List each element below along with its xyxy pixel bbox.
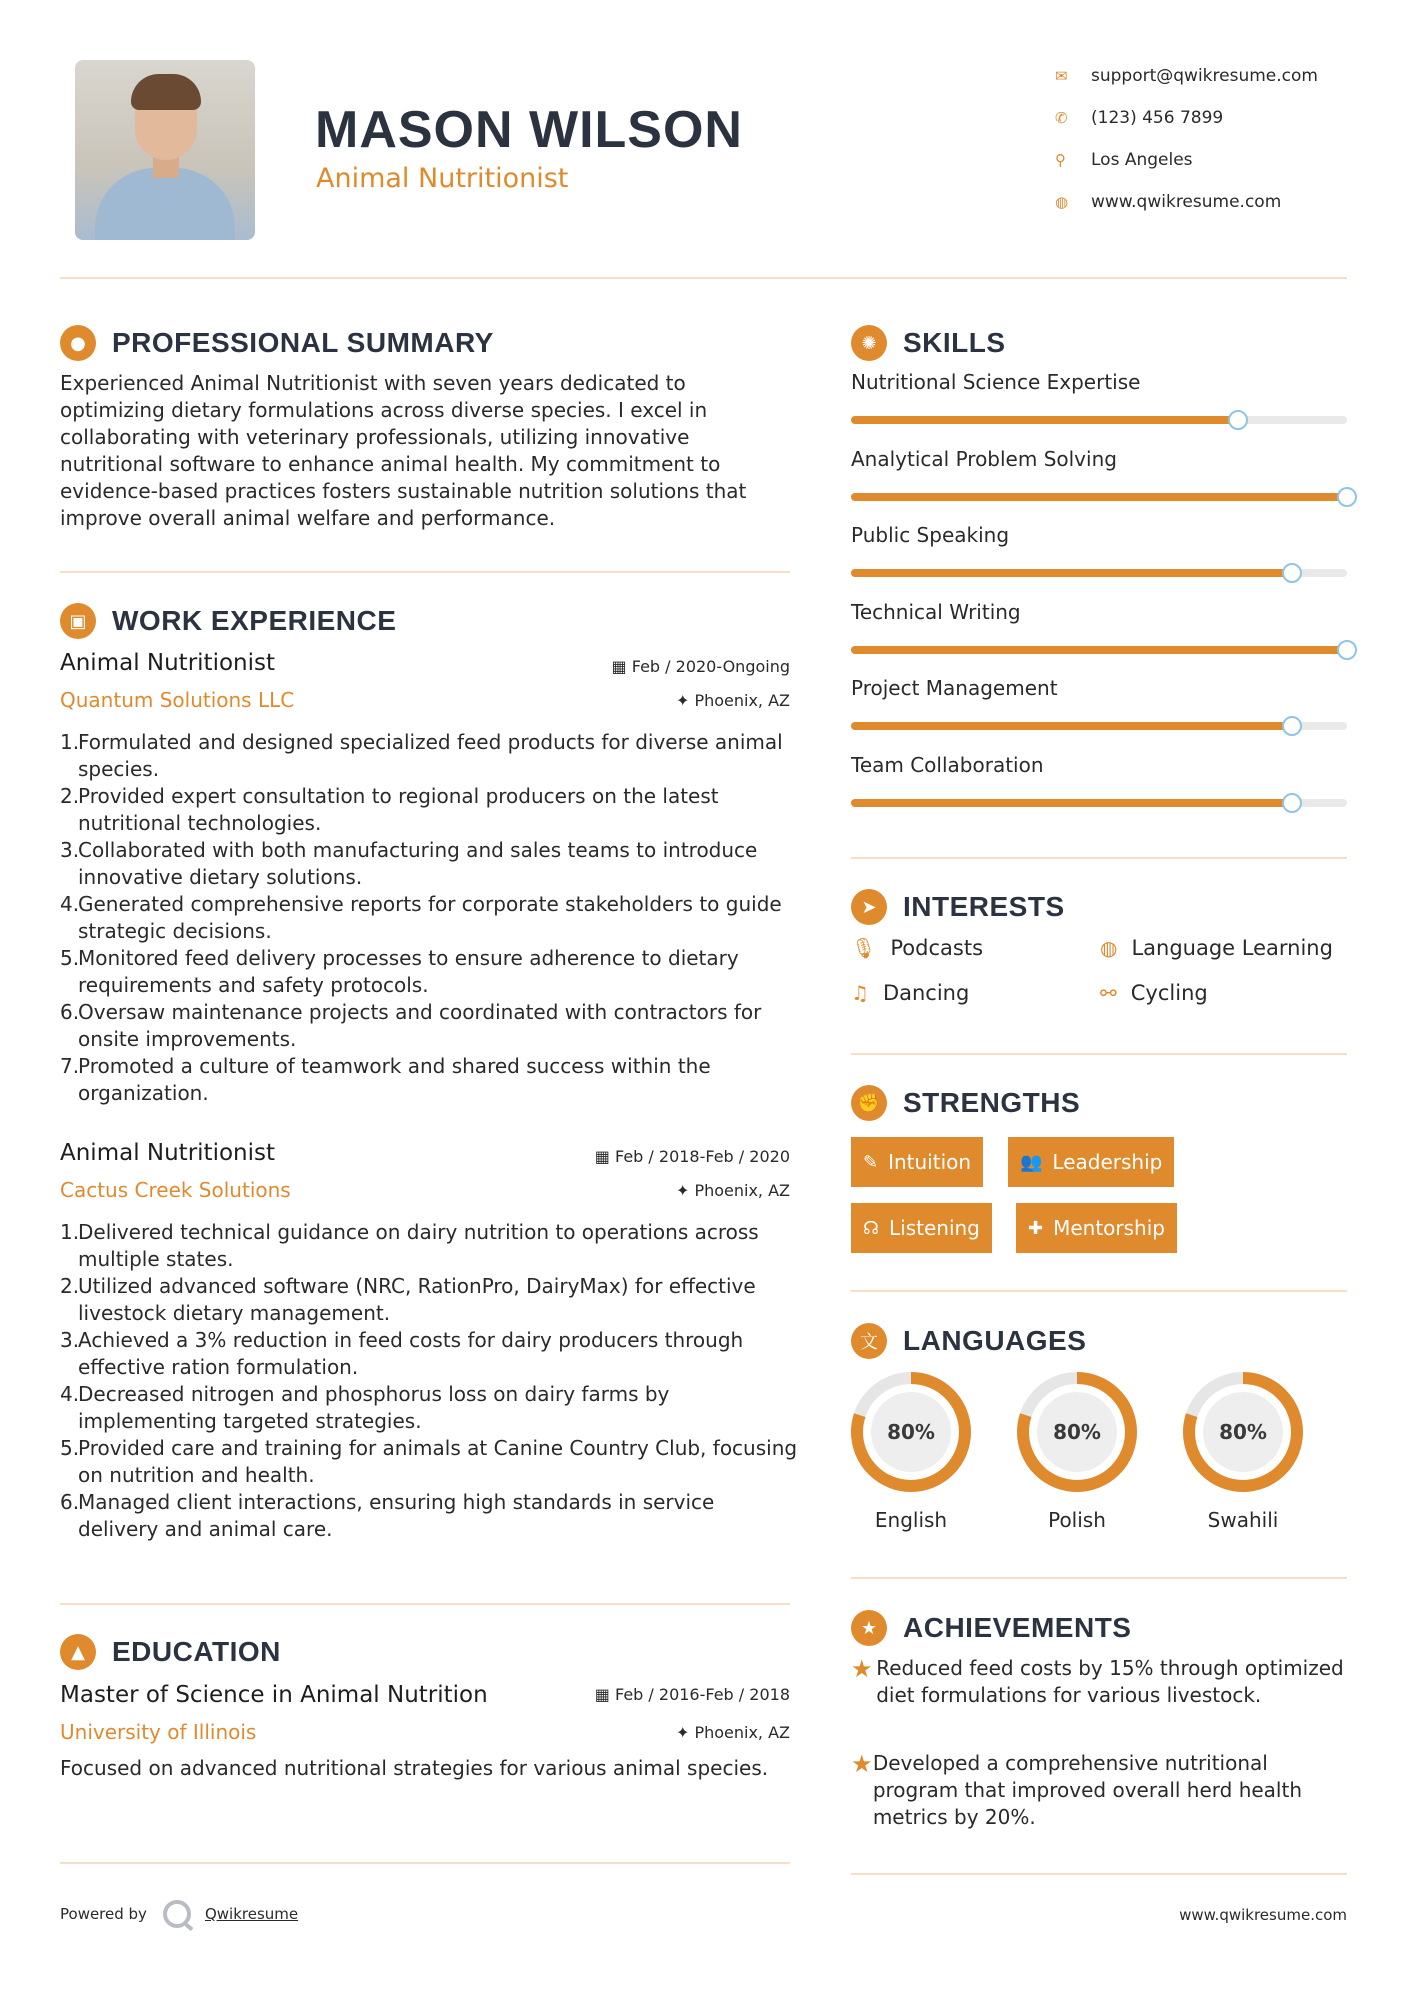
contact-block <box>1055 55 1385 223</box>
language-name: Swahili <box>1207 1508 1279 1532</box>
list-item: 2. Provided expert consultation to regional producers on the latest nutritional technologies. <box>60 784 719 835</box>
education-dates: ▦ Feb / 2016-Feb / 2018 <box>594 1685 790 1704</box>
footer-brand-link[interactable]: Qwikresume <box>204 1905 299 1923</box>
skill-label: Technical Writing <box>851 599 1021 624</box>
star-icon: ★ <box>851 1750 873 1778</box>
experience-header: ▣ WORK EXPERIENCE <box>60 603 396 639</box>
language-item <box>1015 1370 1139 1532</box>
skill-bar <box>851 569 1347 577</box>
strength-badge: ☊ Listening <box>851 1203 992 1253</box>
contact-phone[interactable]: ✆ (123) 456 7899 <box>1055 108 1224 128</box>
skill-label: Project Management <box>851 676 1058 700</box>
job-title: Animal Nutritionist <box>60 1140 275 1166</box>
achievement-item: ★ Developed a comprehensive nutritional program that improved overall herd health metrics by 20%. <box>851 1750 1303 1829</box>
language-item <box>1181 1370 1305 1532</box>
job-location: ✦ Phoenix, AZ <box>675 1181 790 1200</box>
magic-wand-icon: ✎ <box>863 1151 879 1173</box>
skill-bar-knob <box>1337 487 1357 507</box>
summary-divider <box>60 571 790 573</box>
skills-header: ✺ SKILLS <box>851 325 1006 361</box>
interest-item: ♫ Dancing <box>851 981 970 1005</box>
degree-title: Master of Science in Animal Nutrition <box>60 1682 488 1708</box>
strength-badge: ✎ Intuition <box>851 1137 983 1187</box>
strength-badge: ✚ Mentorship <box>1016 1203 1177 1253</box>
phone-icon: ✆ <box>1055 109 1068 127</box>
skill-bar-knob <box>1282 793 1302 813</box>
interests-header: ➤ INTERESTS <box>851 889 1065 925</box>
microphone-icon: 🎙 <box>851 936 877 960</box>
briefcase-icon: ▣ <box>60 603 96 639</box>
school-name: University of Illinois <box>60 1720 257 1744</box>
skill-label: Public Speaking <box>851 523 1010 547</box>
job-company: Quantum Solutions LLC <box>60 688 295 712</box>
skills-divider <box>851 857 1347 859</box>
interest-item: ⚯ Cycling <box>1100 981 1208 1005</box>
education-location: ✦ Phoenix, AZ <box>675 1723 790 1742</box>
list-item: 5. Monitored feed delivery processes to ensure adherence to dietary requirements and safety protocols. <box>60 946 739 997</box>
skill-bar <box>851 646 1347 654</box>
strengths-header: ✊ STRENGTHS <box>851 1085 1080 1121</box>
list-item: 6. Oversaw maintenance projects and coordinated with contractors for onsite improvements. <box>60 1000 762 1051</box>
skill-bar-fill <box>851 646 1347 654</box>
job-duties <box>60 729 790 1107</box>
job-duties <box>60 1219 800 1543</box>
list-item: 2. Utilized advanced software (NRC, RationPro, DairyMax) for effective livestock dietary management. <box>60 1274 756 1325</box>
list-item: 3. Collaborated with both manufacturing and sales teams to introduce innovative dietary solutions. <box>60 838 758 889</box>
skill-label: Nutritional Science Expertise <box>851 370 1141 394</box>
fist-icon: ✊ <box>851 1085 887 1121</box>
calendar-icon: ▦ <box>611 657 632 676</box>
list-item: 5. Provided care and training for animals at Canine Country Club, focusing on nutrition and health. <box>60 1436 798 1487</box>
globe-icon: ◍ <box>1055 193 1069 211</box>
footer-powered-by: Powered by Qwikresume <box>60 1900 298 1928</box>
contact-website[interactable]: ◍ www.qwikresume.com <box>1055 192 1282 212</box>
skill-bar <box>851 799 1347 807</box>
graduation-cap-icon: ▲ <box>60 1634 96 1670</box>
education-header: ▲ EDUCATION <box>60 1634 281 1670</box>
skill-bar-fill <box>851 569 1292 577</box>
interest-item: 🎙 Podcasts <box>851 936 984 960</box>
map-pin-icon: ⚲ <box>1055 151 1066 169</box>
experience-divider <box>60 1603 790 1605</box>
header-divider <box>60 277 1347 279</box>
calendar-icon: ▦ <box>594 1147 615 1166</box>
language-item <box>849 1370 973 1532</box>
user-plus-icon: ✚ <box>1028 1217 1044 1239</box>
job-dates: ▦ Feb / 2018-Feb / 2020 <box>594 1147 790 1166</box>
skill-bar-knob <box>1228 410 1248 430</box>
job-location: ✦ Phoenix, AZ <box>675 691 790 710</box>
globe-icon: ◍ <box>1100 936 1118 960</box>
skill-bar-knob <box>1282 716 1302 736</box>
calendar-icon: ▦ <box>594 1685 615 1704</box>
skill-bar <box>851 722 1347 730</box>
footer-website-link[interactable]: www.qwikresume.com <box>1179 1906 1347 1924</box>
languages-header: 文 LANGUAGES <box>851 1323 1086 1359</box>
qwikresume-logo-icon <box>163 1900 191 1928</box>
language-name: Polish <box>1048 1508 1106 1532</box>
music-note-icon: ♫ <box>851 981 869 1005</box>
candidate-title: Animal Nutritionist <box>316 163 569 194</box>
achievement-item: ★ Reduced feed costs by 15% through optimized diet formulations for various livestock. <box>851 1655 1344 1707</box>
language-percent: 80% <box>887 1420 935 1444</box>
pin-icon: ✦ <box>675 691 695 710</box>
profile-photo <box>75 60 255 240</box>
contact-email[interactable]: ✉ support@qwikresume.com <box>1055 66 1318 86</box>
languages-divider <box>851 1577 1347 1579</box>
strengths-divider <box>851 1290 1347 1292</box>
skill-label: Team Collaboration <box>851 752 1044 777</box>
interest-item: ◍ Language Learning <box>1100 936 1333 960</box>
language-icon: 文 <box>851 1323 887 1359</box>
skill-bar-knob <box>1282 563 1302 583</box>
star-icon: ★ <box>851 1655 873 1683</box>
list-item: 4. Generated comprehensive reports for corporate stakeholders to guide strategic decisions. <box>60 892 782 943</box>
list-item: 6. Managed client interactions, ensuring high standards in service delivery and animal care. <box>60 1490 715 1541</box>
language-percent: 80% <box>1053 1420 1101 1444</box>
summary-text: Experienced Animal Nutritionist with seven years dedicated to optimizing dietary formulations across diverse species. I excel in collaborating with veterinary professionals, utilizing innovative nutritional software to enhance animal health. My commitment to evidence-based practices fosters sustainable nutrition solutions that improve overall animal welfare and performance. <box>60 371 747 530</box>
paper-plane-icon: ➤ <box>851 889 887 925</box>
skill-bar-fill <box>851 799 1292 807</box>
envelope-icon: ✉ <box>1055 67 1068 85</box>
skill-bar <box>851 493 1347 501</box>
list-item: 1. Formulated and designed specialized feed products for diverse animal species. <box>60 730 783 781</box>
achievements-divider <box>851 1873 1347 1875</box>
strength-badge: 👥 Leadership <box>1008 1137 1174 1187</box>
lightbulb-icon: ✺ <box>851 325 887 361</box>
skill-bar-fill <box>851 722 1292 730</box>
list-item: 4. Decreased nitrogen and phosphorus loss on dairy farms by implementing targeted strategies. <box>60 1382 670 1433</box>
education-divider <box>60 1862 790 1864</box>
bicycle-icon: ⚯ <box>1100 981 1117 1005</box>
pin-icon: ✦ <box>675 1723 695 1742</box>
contact-location: ⚲ Los Angeles <box>1055 150 1193 170</box>
education-description: Focused on advanced nutritional strategies for various animal species. <box>60 1756 769 1780</box>
list-item: 3. Achieved a 3% reduction in feed costs for dairy producers through effective ration formulation. <box>60 1328 744 1379</box>
headphones-icon: ☊ <box>863 1217 879 1239</box>
list-item: 1. Delivered technical guidance on dairy nutrition to operations across multiple states. <box>60 1220 759 1271</box>
interests-divider <box>851 1053 1347 1055</box>
achievements-header: ★ ACHIEVEMENTS <box>851 1610 1131 1646</box>
candidate-name: MASON WILSON <box>315 101 743 159</box>
job-company: Cactus Creek Solutions <box>60 1178 291 1202</box>
users-icon: 👥 <box>1020 1151 1043 1173</box>
summary-header: ● PROFESSIONAL SUMMARY <box>60 325 494 361</box>
job-title: Animal Nutritionist <box>60 650 275 676</box>
star-icon: ★ <box>851 1610 887 1646</box>
list-item: 7. Promoted a culture of teamwork and shared success within the organization. <box>60 1054 711 1105</box>
skill-label: Analytical Problem Solving <box>851 446 1117 471</box>
pin-icon: ✦ <box>675 1181 695 1200</box>
skill-bar-fill <box>851 416 1238 424</box>
language-name: English <box>874 1508 948 1532</box>
user-icon: ● <box>60 325 96 361</box>
skill-bar-knob <box>1337 640 1357 660</box>
skill-bar-fill <box>851 493 1347 501</box>
job-dates: ▦ Feb / 2020-Ongoing <box>611 657 790 676</box>
language-percent: 80% <box>1219 1420 1267 1444</box>
skill-bar <box>851 416 1347 424</box>
